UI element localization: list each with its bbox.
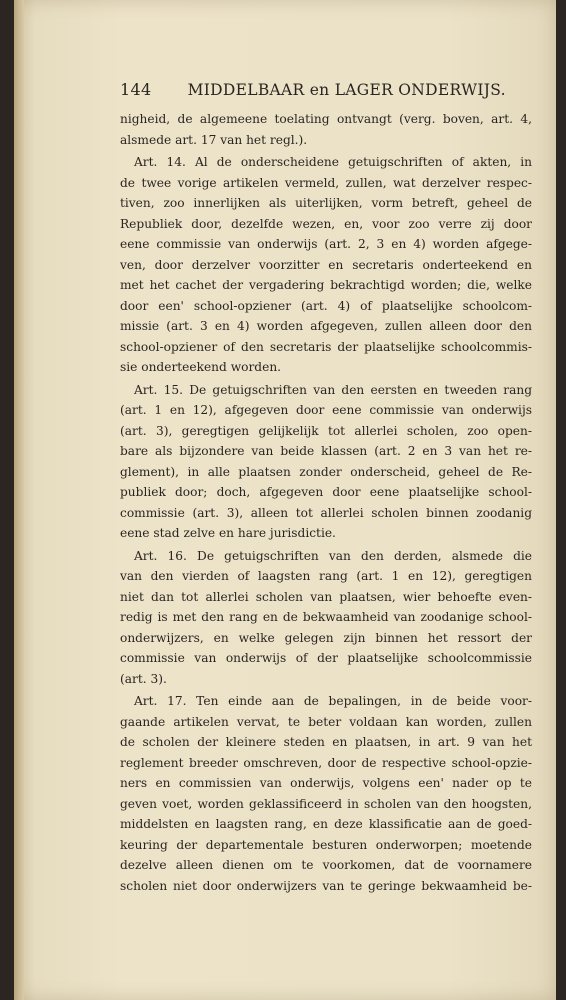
paragraph-art-17 — [120, 691, 532, 896]
text-block — [120, 80, 532, 896]
page-gutter — [14, 0, 24, 1000]
text-line: nigheid, de algemeene toelating ontvangt (verg. boven, art. 4, — [120, 112, 532, 126]
text-line: redig is met den rang en de bekwaamheid van zoodanige school- — [120, 610, 532, 624]
text-line: keuring der departementale besturen onderworpen; moetende — [120, 837, 532, 852]
text-line: ven, door derzelver voorzitter en secretaris onderteekend en — [120, 257, 532, 272]
text-line: onderwijzers, en welke gelegen zijn binnen het ressort der — [120, 630, 532, 645]
text-line: Art. 16. De getuigschriften van den derden, alsmede die — [134, 548, 532, 563]
text-line: Art. 17. Ten einde aan de bepalingen, in de beide voor- — [134, 694, 532, 708]
text-line: glement), in alle plaatsen zonder onderscheid, geheel de Re- — [120, 464, 532, 479]
text-line: school-opziener of den secretaris der plaatselijke schoolcommis- — [120, 339, 532, 354]
paragraph-art-14 — [120, 152, 532, 378]
text-line: van den vierden of laagsten rang (art. 1 en 12), geregtigen — [120, 569, 532, 583]
paragraph-art-15 — [120, 380, 532, 544]
text-line: eene commissie van onderwijs (art. 2, 3 en 4) worden afgege- — [120, 237, 532, 251]
text-line: dezelve alleen dienen om te voorkomen, dat de voornamere — [120, 858, 532, 872]
text-line: sie onderteekend worden. — [120, 360, 282, 374]
text-line: reglement breeder omschreven, door de respective school-opzie- — [120, 755, 532, 770]
text-line: de twee vorige artikelen vermeld, zullen, wat derzelver respec- — [120, 175, 532, 190]
text-line: geven voet, worden geklassificeerd in scholen van den hoogsten, — [120, 796, 532, 811]
page-number: 144 — [120, 80, 152, 99]
text-line: door een' school-opziener (art. 4) of plaatselijke schoolcom- — [120, 298, 532, 313]
text-line: (art. 3), geregtigen gelijkelijk tot allerlei scholen, zoo open- — [120, 423, 532, 438]
text-line: Republiek door, dezelfde wezen, en, voor zoo verre zij door — [120, 216, 532, 231]
text-line: Art. 15. De getuigschriften van den eersten en tweeden rang — [134, 382, 532, 397]
text-line: commissie (art. 3), alleen tot allerlei scholen binnen zoodanig — [120, 505, 532, 520]
text-line: middelsten en laagsten rang, en deze klassificatie aan de goed- — [120, 817, 532, 831]
paragraph-art-16 — [120, 546, 532, 690]
text-line: (art. 1 en 12), afgegeven door eene commissie van onderwijs — [120, 403, 532, 417]
text-line: (art. 3). — [120, 671, 167, 686]
running-head — [120, 80, 532, 99]
text-line: Art. 14. Al de onderscheidene getuigschriften of akten, in — [134, 155, 532, 169]
text-line: niet dan tot allerlei scholen van plaatsen, wier behoefte even- — [120, 589, 532, 604]
text-line: tiven, zoo innerlijken als uiterlijken, vorm betreft, geheel de — [120, 196, 532, 210]
text-line: eene stad zelve en hare jurisdictie. — [120, 526, 336, 540]
running-title: MIDDELBAAR en LAGER ONDERWIJS. — [187, 81, 506, 99]
text-line: scholen niet door onderwijzers van te geringe bekwaamheid be- — [120, 878, 532, 893]
text-line: commissie van onderwijs of der plaatselijke schoolcommissie — [120, 651, 532, 665]
text-line: alsmede art. 17 van het regl.). — [120, 132, 308, 147]
text-line: met het cachet der vergadering bekrachtigd worden; die, welke — [120, 278, 532, 292]
book-page — [14, 0, 556, 1000]
text-line: bare als bijzondere van beide klassen (art. 2 en 3 van het re- — [120, 444, 532, 458]
paragraph-continuation — [120, 109, 532, 150]
text-line: de scholen der kleinere steden en plaatsen, in art. 9 van het — [120, 735, 532, 749]
text-line: missie (art. 3 en 4) worden afgegeven, zullen alleen door den — [120, 319, 532, 333]
text-line: gaande artikelen vervat, te beter voldaan kan worden, zullen — [120, 714, 532, 729]
text-line: publiek door; doch, afgegeven door eene plaatselijke school- — [120, 485, 532, 499]
text-line: ners en commissien van onderwijs, volgens een' nader op te — [120, 776, 532, 790]
